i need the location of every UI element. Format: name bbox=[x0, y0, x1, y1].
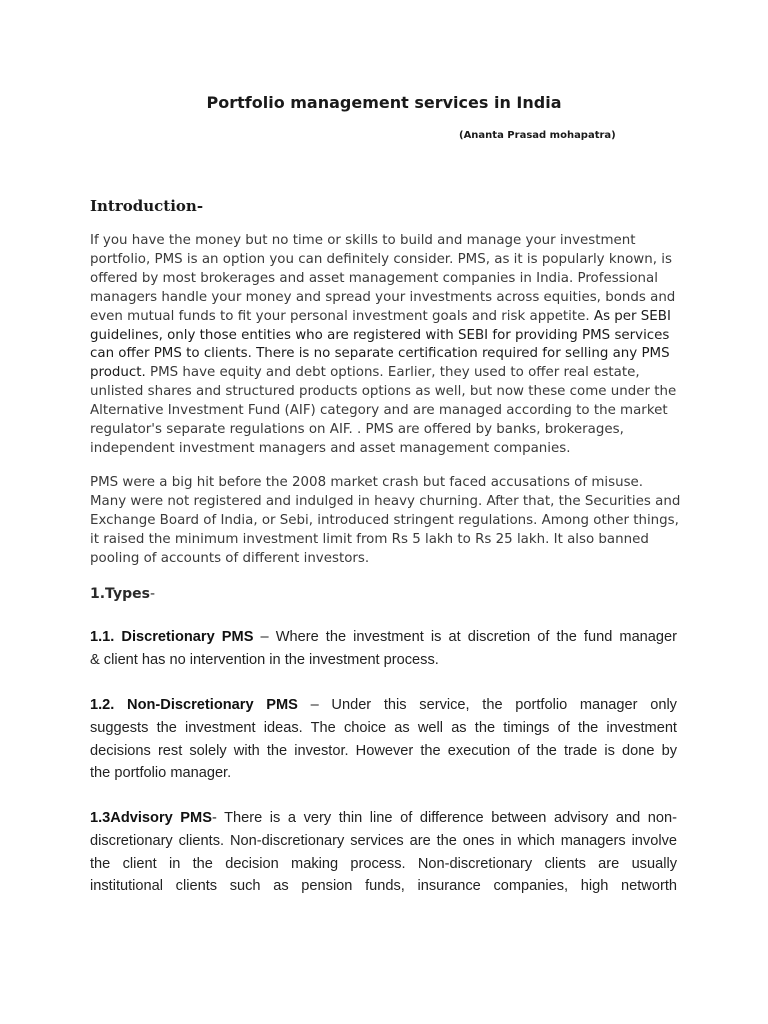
section-line: the portfolio manager. bbox=[90, 765, 232, 782]
paragraph-line: unlisted shares and structured products options as well, but now these come under the bbox=[90, 384, 677, 400]
paragraph-line: can offer PMS to clients. There is no separate certification required for selling any PMS bbox=[90, 346, 670, 362]
author-credit: (Ananta Prasad mohapatra) bbox=[459, 130, 616, 141]
paragraph-line: guidelines, only those entities who are registered with SEBI for providing PMS services bbox=[90, 327, 670, 343]
section-line bbox=[90, 807, 677, 830]
section-label: 1.1. Discretionary PMS bbox=[90, 629, 254, 645]
section-line bbox=[90, 694, 677, 717]
types-heading-dash: - bbox=[149, 586, 155, 602]
paragraph-text-dark: As per SEBI bbox=[589, 308, 671, 324]
advisory-pms-section bbox=[90, 807, 677, 898]
paragraph-line: offered by most brokerages and asset management companies in India. Professional bbox=[90, 270, 658, 286]
section-line: the client in the decision making process. Non-discretionary clients are usually bbox=[90, 855, 677, 872]
introduction-heading: Introduction- bbox=[90, 197, 204, 215]
section-label: 1.3Advisory PMS bbox=[90, 810, 212, 826]
paragraph-line: Exchange Board of India, or Sebi, introduced stringent regulations. Among other things, bbox=[90, 512, 679, 528]
paragraph-line: If you have the money but no time or skills to build and manage your investment bbox=[90, 233, 636, 248]
section-line: & client has no intervention in the investment process. bbox=[90, 651, 439, 668]
paragraph-line-mixed bbox=[90, 308, 680, 327]
document-title: Portfolio management services in India bbox=[206, 93, 562, 112]
paragraph-line-mixed bbox=[90, 364, 680, 383]
section-line: decisions rest solely with the investor. However the execution of the trade is done by bbox=[90, 742, 677, 759]
paragraph-line: Many were not registered and indulged in heavy churning. After that, the Securities and bbox=[90, 493, 681, 509]
section-line: discretionary clients. Non-discretionary services are the ones in which managers involve bbox=[90, 832, 677, 849]
introduction-paragraph bbox=[90, 232, 680, 459]
paragraph-line: it raised the minimum investment limit from Rs 5 lakh to Rs 25 lakh. It also banned bbox=[90, 531, 649, 547]
paragraph-line: PMS were a big hit before the 2008 market crash but faced accusations of misuse. bbox=[90, 475, 644, 490]
paragraph-line: managers handle your money and spread your investments across equities, bonds and bbox=[90, 289, 676, 305]
types-heading-text: 1.Types bbox=[90, 586, 150, 602]
discretionary-pms-section bbox=[90, 626, 677, 672]
section-text: – Under this service, the portfolio manager only bbox=[297, 697, 677, 713]
paragraph-line: pooling of accounts of different investors. bbox=[90, 550, 370, 566]
paragraph-text: even mutual funds to fit your personal investment goals and risk appetite. bbox=[90, 308, 590, 324]
section-line: suggests the investment ideas. The choice as well as the timings of the investment bbox=[90, 719, 677, 736]
types-heading bbox=[90, 586, 155, 602]
non-discretionary-pms-section bbox=[90, 694, 677, 785]
section-text: - There is a very thin line of difference between advisory and non- bbox=[211, 810, 678, 826]
history-paragraph bbox=[90, 474, 680, 569]
paragraph-line: Alternative Investment Fund (AIF) category and are managed according to the market bbox=[90, 403, 668, 419]
section-line: institutional clients such as pension funds, insurance companies, high networth bbox=[90, 878, 677, 895]
section-line bbox=[90, 626, 677, 649]
paragraph-line: independent investment managers and asset management companies. bbox=[90, 440, 571, 456]
section-text: – Where the investment is at discretion of the fund manager bbox=[253, 629, 678, 645]
paragraph-text-dark: product. bbox=[90, 365, 146, 381]
paragraph-text: PMS have equity and debt options. Earlier, they used to offer real estate, bbox=[145, 365, 640, 381]
paragraph-line: portfolio, PMS is an option you can definitely consider. PMS, as it is popularly known, is bbox=[90, 251, 672, 267]
section-label: 1.2. Non-Discretionary PMS bbox=[90, 697, 298, 713]
paragraph-line: regulator's separate regulations on AIF. . PMS are offered by banks, brokerages, bbox=[90, 422, 624, 438]
